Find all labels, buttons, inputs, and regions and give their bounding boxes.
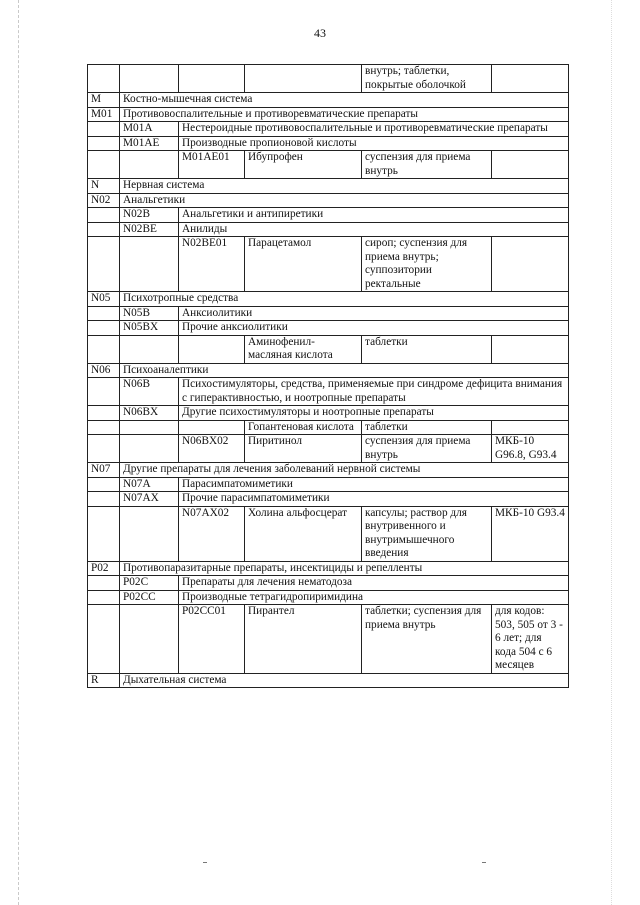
table-row: [88, 151, 569, 179]
table-row: [88, 406, 569, 421]
atc-code-cell: N02BE01: [179, 237, 245, 292]
drug-name-cell: Пирантел: [245, 605, 362, 674]
empty-cell: [88, 65, 120, 93]
empty-cell: [120, 151, 179, 179]
atc-name-cell: Противопаразитарные препараты, инсектициды и репелленты: [120, 561, 569, 576]
atc-code-cell: M01AE01: [179, 151, 245, 179]
atc-name-cell: Дыхательная система: [120, 673, 569, 688]
atc-code-cell: N02: [88, 193, 120, 208]
scan-mark: [482, 862, 486, 863]
note-cell: МКБ-10 G96.8, G93.4: [492, 435, 569, 463]
empty-cell: [88, 406, 120, 421]
empty-cell: [88, 492, 120, 507]
dosage-form-cell: внутрь; таблетки, покрытые оболочкой: [362, 65, 492, 93]
empty-cell: [120, 420, 179, 435]
empty-cell: [88, 222, 120, 237]
atc-name-cell: Прочие анксиолитики: [179, 321, 569, 336]
atc-code-cell: P02CC: [120, 590, 179, 605]
atc-name-cell: Прочие парасимпатомиметики: [179, 492, 569, 507]
note-cell: для кодов: 503, 505 от 3 - 6 лет; для кода 504 с 6 месяцев: [492, 605, 569, 674]
drug-name-cell: Холина альфосцерат: [245, 506, 362, 561]
note-cell: [492, 151, 569, 179]
atc-code-cell: M01AE: [120, 136, 179, 151]
table-row: [88, 292, 569, 307]
empty-cell: [245, 65, 362, 93]
atc-name-cell: Психостимуляторы, средства, применяемые при синдроме дефицита внимания с гиперактивностью, и ноотропные препараты: [179, 378, 569, 406]
atc-code-cell: N06B: [120, 378, 179, 406]
atc-name-cell: Нестероидные противовоспалительные и противоревматические препараты: [179, 122, 569, 137]
table-row: [88, 179, 569, 194]
table-row: [88, 463, 569, 478]
atc-code-cell: N06BX02: [179, 435, 245, 463]
drug-classification-table: [87, 64, 569, 688]
empty-cell: [88, 590, 120, 605]
atc-code-cell: M01A: [120, 122, 179, 137]
table-row: [88, 605, 569, 674]
note-cell: [492, 335, 569, 363]
empty-cell: [88, 136, 120, 151]
page-number: 43: [314, 26, 326, 40]
atc-code-cell: N05BX: [120, 321, 179, 336]
atc-code-cell: M01: [88, 107, 120, 122]
table-row: [88, 93, 569, 108]
table-row: [88, 561, 569, 576]
atc-name-cell: Противовоспалительные и противоревматические препараты: [120, 107, 569, 122]
empty-cell: [492, 65, 569, 93]
atc-name-cell: Костно-мышечная система: [120, 93, 569, 108]
table-row: [88, 435, 569, 463]
empty-cell: [120, 506, 179, 561]
table-row: [88, 673, 569, 688]
scan-edge-left: [18, 0, 19, 905]
empty-cell: [120, 605, 179, 674]
atc-code-cell: [179, 420, 245, 435]
atc-code-cell: N02B: [120, 208, 179, 223]
atc-code-cell: P02CC01: [179, 605, 245, 674]
table-row: [88, 576, 569, 591]
atc-name-cell: Препараты для лечения нематодоза: [179, 576, 569, 591]
atc-code-cell: N02BE: [120, 222, 179, 237]
atc-code-cell: N05: [88, 292, 120, 307]
atc-name-cell: Производные пропионовой кислоты: [179, 136, 569, 151]
table-row: [88, 378, 569, 406]
note-cell: [492, 237, 569, 292]
atc-code-cell: R: [88, 673, 120, 688]
atc-name-cell: Другие препараты для лечения заболеваний нервной системы: [120, 463, 569, 478]
empty-cell: [88, 208, 120, 223]
table-row: [88, 335, 569, 363]
empty-cell: [88, 605, 120, 674]
table-row: [88, 420, 569, 435]
table-row: [88, 237, 569, 292]
atc-code-cell: N05B: [120, 306, 179, 321]
atc-code-cell: M: [88, 93, 120, 108]
drug-name-cell: Гопантеновая кислота: [245, 420, 362, 435]
dosage-form-cell: таблетки: [362, 420, 492, 435]
atc-name-cell: Другие психостимуляторы и ноотропные препараты: [179, 406, 569, 421]
atc-name-cell: Психоаналептики: [120, 363, 569, 378]
table-row: [88, 590, 569, 605]
dosage-form-cell: суспензия для приема внутрь: [362, 151, 492, 179]
empty-cell: [88, 306, 120, 321]
empty-cell: [88, 237, 120, 292]
table-row: [88, 122, 569, 137]
scan-mark: [203, 862, 207, 863]
atc-name-cell: Анксиолитики: [179, 306, 569, 321]
empty-cell: [88, 576, 120, 591]
atc-code-cell: N06BX: [120, 406, 179, 421]
dosage-form-cell: таблетки; суспензия для приема внутрь: [362, 605, 492, 674]
empty-cell: [88, 378, 120, 406]
table-row: [88, 321, 569, 336]
atc-code-cell: N07AX02: [179, 506, 245, 561]
atc-code-cell: N06: [88, 363, 120, 378]
empty-cell: [120, 335, 179, 363]
empty-cell: [88, 335, 120, 363]
dosage-form-cell: суспензия для приема внутрь: [362, 435, 492, 463]
table-row: [88, 65, 569, 93]
table-row: [88, 363, 569, 378]
empty-cell: [88, 477, 120, 492]
empty-cell: [179, 65, 245, 93]
empty-cell: [120, 435, 179, 463]
atc-code-cell: N07: [88, 463, 120, 478]
note-cell: [492, 420, 569, 435]
atc-name-cell: Производные тетрагидропиримидина: [179, 590, 569, 605]
empty-cell: [88, 321, 120, 336]
atc-code-cell: [179, 335, 245, 363]
drug-name-cell: Парацетамол: [245, 237, 362, 292]
table-row: [88, 107, 569, 122]
drug-name-cell: Ибупрофен: [245, 151, 362, 179]
atc-code-cell: N: [88, 179, 120, 194]
atc-name-cell: Парасимпатомиметики: [179, 477, 569, 492]
empty-cell: [88, 420, 120, 435]
table-row: [88, 222, 569, 237]
atc-code-cell: P02C: [120, 576, 179, 591]
empty-cell: [88, 506, 120, 561]
atc-name-cell: Нервная система: [120, 179, 569, 194]
dosage-form-cell: таблетки: [362, 335, 492, 363]
empty-cell: [88, 435, 120, 463]
atc-name-cell: Психотропные средства: [120, 292, 569, 307]
drug-name-cell: Пиритинол: [245, 435, 362, 463]
table-row: [88, 506, 569, 561]
drug-name-cell: Аминофенил-масляная кислота: [245, 335, 362, 363]
table-row: [88, 193, 569, 208]
atc-code-cell: P02: [88, 561, 120, 576]
atc-name-cell: Анальгетики: [120, 193, 569, 208]
atc-name-cell: Анилиды: [179, 222, 569, 237]
atc-code-cell: N07A: [120, 477, 179, 492]
empty-cell: [88, 122, 120, 137]
scan-edge-right: [611, 0, 612, 905]
table-row: [88, 477, 569, 492]
dosage-form-cell: сироп; суспензия для приема внутрь; суппозитории ректальные: [362, 237, 492, 292]
dosage-form-cell: капсулы; раствор для внутривенного и внутримышечного введения: [362, 506, 492, 561]
atc-code-cell: N07AX: [120, 492, 179, 507]
empty-cell: [120, 65, 179, 93]
note-cell: МКБ-10 G93.4: [492, 506, 569, 561]
table-row: [88, 136, 569, 151]
empty-cell: [88, 151, 120, 179]
atc-name-cell: Анальгетики и антипиретики: [179, 208, 569, 223]
table-row: [88, 208, 569, 223]
empty-cell: [120, 237, 179, 292]
table-row: [88, 306, 569, 321]
table-row: [88, 492, 569, 507]
